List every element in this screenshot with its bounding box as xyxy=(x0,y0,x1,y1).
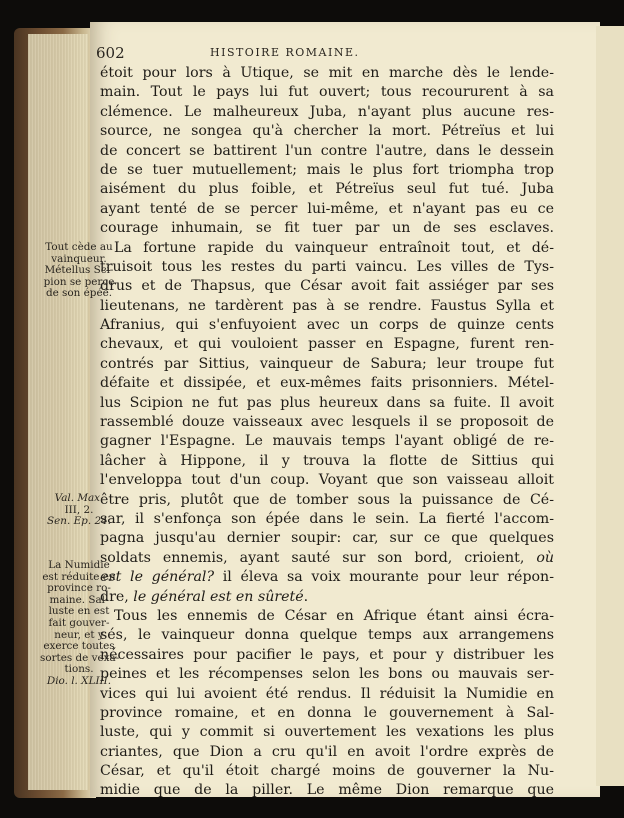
italic-segment: est le général? xyxy=(100,569,215,586)
text-line: pagna jusqu'au dernier soupir: car, sur ce que quelques xyxy=(100,530,554,547)
italic-segment: le général est en sûreté xyxy=(133,588,304,605)
text-segment: il éleva sa voix mourante pour leur répon- xyxy=(214,569,554,586)
text-line: étoit pour lors à Utique, se mit en marche dès le lende- xyxy=(100,65,554,81)
text-segment: soldats ennemis, ayant sauté sur son bord, crioient, xyxy=(100,549,537,566)
text-line: La fortune rapide du vainqueur entraînoit tout, et dé- xyxy=(114,239,554,256)
text-line: criantes, que Dion a cru qu'il en avoit l'ordre exprès de xyxy=(100,743,554,760)
text-line xyxy=(100,549,554,568)
text-line: lâcher à Hippone, il y trouva la flotte de Sittius qui xyxy=(100,452,554,469)
margin-note-line: pion se perce xyxy=(43,275,115,288)
margin-note-line: La Numidie xyxy=(48,559,110,571)
running-title: HISTOIRE ROMAINE. xyxy=(210,46,360,59)
margin-note-line: de son épée. xyxy=(45,287,113,300)
text-line: midie que de la piller. Le même Dion remarque que xyxy=(100,782,554,799)
margin-note-line: est réduite en xyxy=(42,570,116,583)
text-line: César, et qu'il étoit chargé moins de gouverner la Nu- xyxy=(100,763,554,780)
text-line: lieutenans, ne tardèrent pas à se rendre. Faustus Sylla et xyxy=(100,297,554,314)
margin-note-references xyxy=(40,493,118,528)
text-line: aisément du plus foible, et Pétreïus seul fut tué. Juba xyxy=(100,181,554,198)
margin-note-line: sortes de vexa- xyxy=(40,651,120,664)
text-segment: . xyxy=(303,588,309,605)
margin-note-line: fait gouver- xyxy=(48,616,110,629)
margin-note-line: III, 2. xyxy=(64,503,94,516)
text-line: de concert se battirent l'un contre l'autre, dans le dessein xyxy=(100,142,554,159)
text-line: province romaine, et en donna le gouvernement à Sal- xyxy=(100,704,554,721)
text-line: être pris, plutôt que de tomber sous la puissance de Cé- xyxy=(100,491,554,508)
text-line: l'enveloppa tout d'un coup. Voyant que son vaisseau alloit xyxy=(100,472,554,489)
text-line: sar, il s'enfonça son épée dans le sein. La fierté l'accom- xyxy=(100,510,554,527)
text-line: source, ne songea qu'à chercher la mort. Pétreïus et lui xyxy=(100,123,554,140)
margin-note-line: neur, et y xyxy=(54,628,104,641)
text-line xyxy=(100,588,554,607)
margin-note-line: Métellus Sci- xyxy=(44,264,114,277)
text-line: luste, qui y commit si ouvertement les vexations les plus xyxy=(100,724,554,741)
text-segment: dre, xyxy=(100,588,134,605)
facing-page-edge xyxy=(596,26,624,786)
margin-note-line: maine. Sal- xyxy=(49,593,109,606)
text-line: rassemblé douze vaisseaux avec lesquels il se proposoit de xyxy=(100,414,554,431)
text-line: Tous les ennemis de César en Afrique étant ainsi écra- xyxy=(114,607,554,624)
text-line: courage inhumain, se fit tuer par un de ses esclaves. xyxy=(100,220,554,237)
margin-note-line: luste en est xyxy=(48,605,110,618)
text-line: clémence. Le malheureux Juba, n'ayant plus aucune res- xyxy=(100,103,554,120)
margin-note-line: Val. Max. xyxy=(54,492,104,504)
margin-note-line: tions. xyxy=(64,663,94,676)
text-line: sés, le vainqueur donna quelque temps aux arrangemens xyxy=(100,627,554,644)
text-line: nécessaires pour pacifier le pays, et pour y distribuer les xyxy=(100,646,554,663)
text-line: contrés par Sittius, vainqueur de Sabura; leur troupe fut xyxy=(100,355,554,372)
text-line: défaite et dissipée, et eux-mêmes faits prisonniers. Métel- xyxy=(100,375,554,392)
text-line xyxy=(100,568,554,587)
text-line: Afranius, qui s'enfuyoient avec un corps de quinze cents xyxy=(100,317,554,334)
margin-note-line: Sen. Ep. 24. xyxy=(47,515,111,528)
text-line: drus et de Thapsus, que César avoit fait assiéger par ses xyxy=(100,278,554,295)
text-line: gagner l'Espagne. Le mauvais temps l'ayant obligé de re- xyxy=(100,433,554,450)
text-line: peines et les récompenses selon les bons ou mauvais ser- xyxy=(100,666,554,683)
margin-note-line: exerce toutes xyxy=(43,640,115,653)
margin-note-numidie xyxy=(40,560,118,688)
margin-note-line: Tout cède au xyxy=(45,241,113,253)
text-line: lus Scipion ne fut pas plus heureux dans sa fuite. Il avoit xyxy=(100,394,554,411)
text-line: ayant tenté de se percer lui-même, et n'ayant pas eu ce xyxy=(100,200,554,217)
margin-note-tout-cede xyxy=(40,242,118,300)
page-number: 602 xyxy=(96,44,125,62)
italic-segment: où xyxy=(536,549,554,566)
text-line: chevaux, et qui vouloient passer en Espagne, furent ren- xyxy=(100,336,554,353)
text-line: main. Tout le pays lui fut ouvert; tous recoururent à sa xyxy=(100,84,554,101)
text-line: vices qui lui avoient été rendus. Il réduisit la Numidie en xyxy=(100,685,554,702)
margin-note-line: vainqueur. xyxy=(51,252,107,265)
body-text xyxy=(100,64,554,801)
margin-note-line: province ro- xyxy=(47,582,111,595)
text-line: de se tuer mutuellement; mais le plus fort triompha trop xyxy=(100,161,554,178)
text-line: truisoit tous les restes du parti vaincu. Les villes de Tys- xyxy=(100,258,554,275)
margin-note-line: Dio. l. XLIII. xyxy=(46,674,112,687)
